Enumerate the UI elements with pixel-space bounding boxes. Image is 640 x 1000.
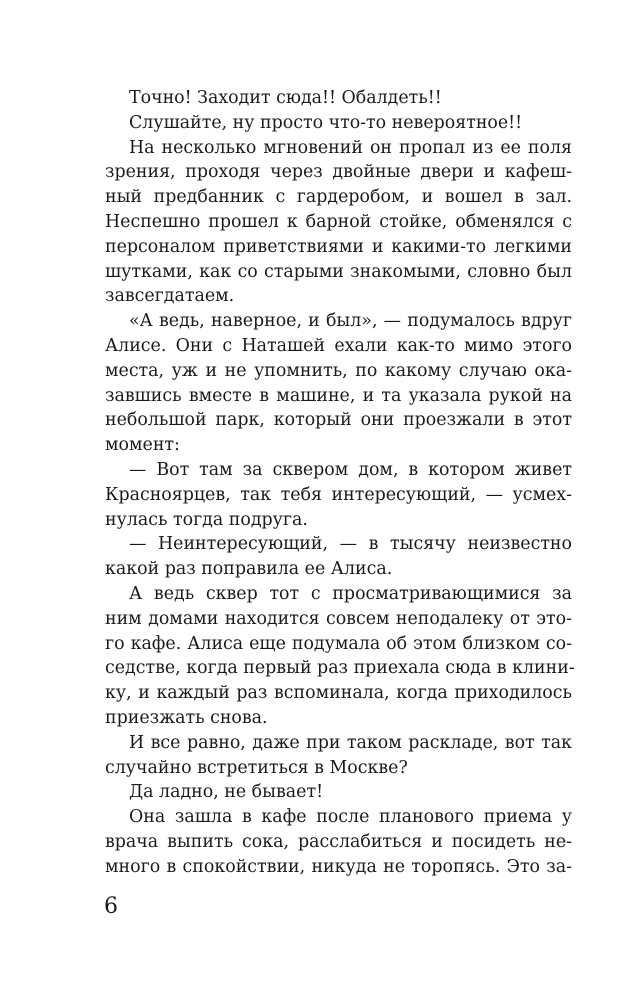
text-line: персоналом приветствиями и какими-то легкими bbox=[105, 236, 572, 257]
text-line: Она зашла в кафе после планового приема у bbox=[129, 807, 572, 828]
text-line: приезжать снова. bbox=[105, 707, 268, 728]
text-line: Красноярцев, так тебя интересующий, — усмех- bbox=[105, 484, 572, 505]
text-line: го кафе. Алиса еще подумала об этом близком со- bbox=[105, 633, 572, 654]
text-line: врача выпить сока, расслабиться и посидеть не- bbox=[105, 831, 572, 852]
text-line: случайно встретиться в Москве? bbox=[105, 757, 408, 778]
text-line: ный предбанник с гардеробом, и вошел в зал. bbox=[105, 187, 572, 208]
text-line: Да ладно, не бывает! bbox=[129, 782, 324, 803]
text-line: На несколько мгновений он пропал из ее поля bbox=[129, 137, 572, 158]
body-text bbox=[105, 86, 575, 880]
text-line: шутками, как со старыми знакомыми, словно был bbox=[105, 261, 572, 282]
text-line: Точно! Заходит сюда!! Обалдеть!! bbox=[129, 88, 442, 108]
text-line: небольшой парк, который они проезжали в этот bbox=[105, 410, 572, 431]
text-line: какой раз поправила ее Алиса. bbox=[105, 559, 393, 580]
text-line: Неспешно прошел к барной стойке, обменялся с bbox=[105, 211, 572, 232]
text-line: завшись вместе в машине, и та указала рукой на bbox=[105, 385, 572, 406]
text-line: А ведь сквер тот с просматривающимися за bbox=[129, 583, 572, 604]
text-line: ним домами находится совсем неподалеку от это- bbox=[105, 608, 572, 629]
page-number: 6 bbox=[104, 894, 118, 919]
text-line: «А ведь, наверное, и был», — подумалось вдруг bbox=[129, 311, 572, 332]
text-line: — Вот там за сквером дом, в котором живет bbox=[129, 459, 572, 480]
text-line: завсегдатаем. bbox=[105, 286, 235, 307]
text-line: ку, и каждый раз вспоминала, когда приходилось bbox=[105, 683, 572, 704]
text-line: Алисе. Они с Наташей ехали как-то мимо этого bbox=[105, 335, 572, 356]
text-line: момент: bbox=[105, 435, 180, 456]
text-line: И все равно, даже при таком раскладе, вот так bbox=[129, 732, 572, 753]
text-line: — Неинтересующий, — в тысячу неизвестно bbox=[129, 534, 572, 555]
text-line: Слушайте, ну просто что-то невероятное!! bbox=[129, 112, 523, 133]
text-line: зрения, проходя через двойные двери и кафеш- bbox=[105, 162, 572, 183]
text-line: много в спокойствии, никуда не торопясь. Это за- bbox=[105, 856, 572, 877]
text-line: места, уж и не упомнить, по какому случаю ока- bbox=[105, 360, 572, 381]
text-line: нулась тогда подруга. bbox=[105, 509, 308, 530]
text-line: седстве, когда первый раз приехала сюда в клини- bbox=[105, 658, 575, 679]
